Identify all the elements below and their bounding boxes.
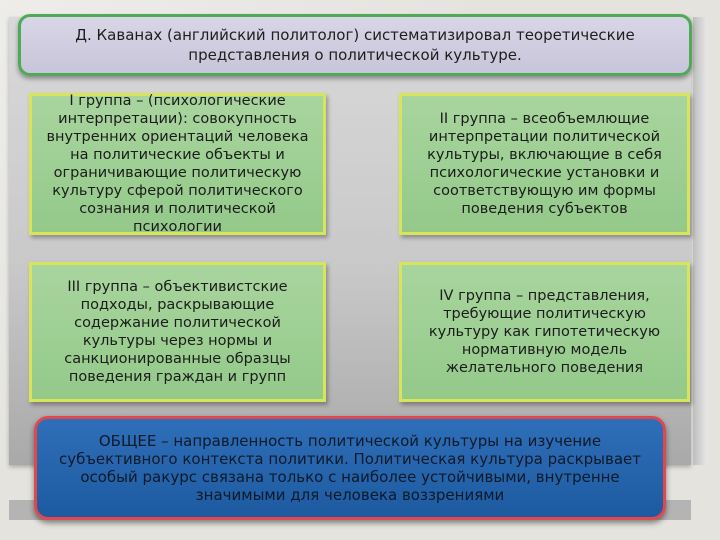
group-2-box <box>399 93 690 235</box>
group-3-box <box>29 262 326 402</box>
group-1-box <box>29 93 326 235</box>
group-1-text: I группа – (психологические интерпретации): совокупность внутренних ориентаций человека на политические объекты и ограничивающие политическую культуру сферой политического сознания и политической психологии <box>46 93 309 235</box>
header-box <box>18 14 692 76</box>
group-3-text: III группа – объективистские подходы, раскрывающие содержание политической культуры через нормы и санкционированные образцы поведения граждан и групп <box>64 279 291 385</box>
header-text: Д. Каванах (английский политолог) систематизировал теоретические представления о политической культуре. <box>75 26 635 64</box>
common-summary-text: ОБЩЕЕ – направленность политической культуры на изучение субъективного контекста политики. Политическая культура раскрывает особый ракурс связана только с наиболее устойчивыми, внутренне значимыми для человека воззрениями <box>58 432 642 504</box>
group-4-text: IV группа – представления, требующие политическую культуру как гипотетическую нормативную модель желательного поведения <box>428 288 661 376</box>
group-2-text: II группа – всеобъемлющие интерпретации политической культуры, включающие в себя психологические установки и соответствующую им формы поведения субъектов <box>427 111 662 217</box>
group-4-box <box>399 262 690 402</box>
panel-edge-right <box>693 17 707 465</box>
common-summary-box <box>34 416 666 520</box>
